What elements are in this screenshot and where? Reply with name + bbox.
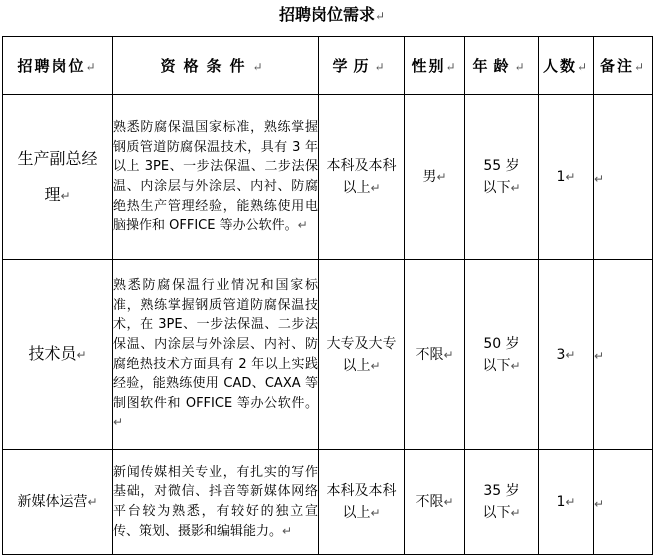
age-cell: 35 岁以下↵ xyxy=(465,450,539,555)
header-position: 招聘岗位↵ xyxy=(3,37,113,95)
requirements-cell: 熟悉防腐保温行业情况和国家标准，熟练掌握钢质管道防腐保温技术，在 3PE、一步法保温、二步法保温、内涂层与外涂层、内衬、防腐绝热技术方面具有 2 年以上实践经验，能熟练使用 CAD、CAXA 等制图软件和 OFFICE 等办公软件。↵ xyxy=(113,260,319,450)
header-education: 学历↵ xyxy=(319,37,405,95)
education-cell: 本科及本科以上↵ xyxy=(319,450,405,555)
header-note: 备注↵ xyxy=(594,37,653,95)
header-count: 人数↵ xyxy=(539,37,594,95)
paragraph-mark-icon: ↵ xyxy=(374,9,386,23)
count-cell: 1↵ xyxy=(539,450,594,555)
requirements-cell: 熟悉防腐保温国家标准，熟练掌握钢质管道防腐保温技术，具有 3 年以上 3PE、一步法保温、二步法保温、内涂层与外涂层、内衬、防腐绝热生产管理经验，能熟练使用电脑操作和 OFFICE 等办公软件。↵ xyxy=(113,95,319,260)
recruitment-table xyxy=(2,36,653,555)
education-cell: 大专及大专以上↵ xyxy=(319,260,405,450)
title-text: 招聘岗位需求 xyxy=(278,5,375,24)
position-cell: 技术员↵ xyxy=(3,260,113,450)
note-cell: ↵ xyxy=(594,260,653,450)
gender-cell: 不限↵ xyxy=(405,260,465,450)
count-cell: 3↵ xyxy=(539,260,594,450)
document-title xyxy=(0,4,654,27)
education-cell: 本科及本科以上↵ xyxy=(319,95,405,260)
age-cell: 50 岁以下↵ xyxy=(465,260,539,450)
header-gender: 性别↵ xyxy=(405,37,465,95)
position-cell: 生产副总经理↵ xyxy=(3,95,113,260)
header-requirements: 资格条件↵ xyxy=(113,37,319,95)
note-cell: ↵ xyxy=(594,450,653,555)
count-cell: 1↵ xyxy=(539,95,594,260)
position-cell: 新媒体运营↵ xyxy=(3,450,113,555)
gender-cell: 不限↵ xyxy=(405,450,465,555)
table-row xyxy=(3,95,653,260)
table-row xyxy=(3,450,653,555)
header-row xyxy=(3,37,653,95)
age-cell: 55 岁以下↵ xyxy=(465,95,539,260)
table-row xyxy=(3,260,653,450)
requirements-cell: 新闻传媒相关专业，有扎实的写作基础，对微信、抖音等新媒体网络平台较为熟悉，有较好的独立宣传、策划、摄影和编辑能力。↵ xyxy=(113,450,319,555)
header-age: 年龄↵ xyxy=(465,37,539,95)
note-cell: ↵ xyxy=(594,95,653,260)
gender-cell: 男↵ xyxy=(405,95,465,260)
